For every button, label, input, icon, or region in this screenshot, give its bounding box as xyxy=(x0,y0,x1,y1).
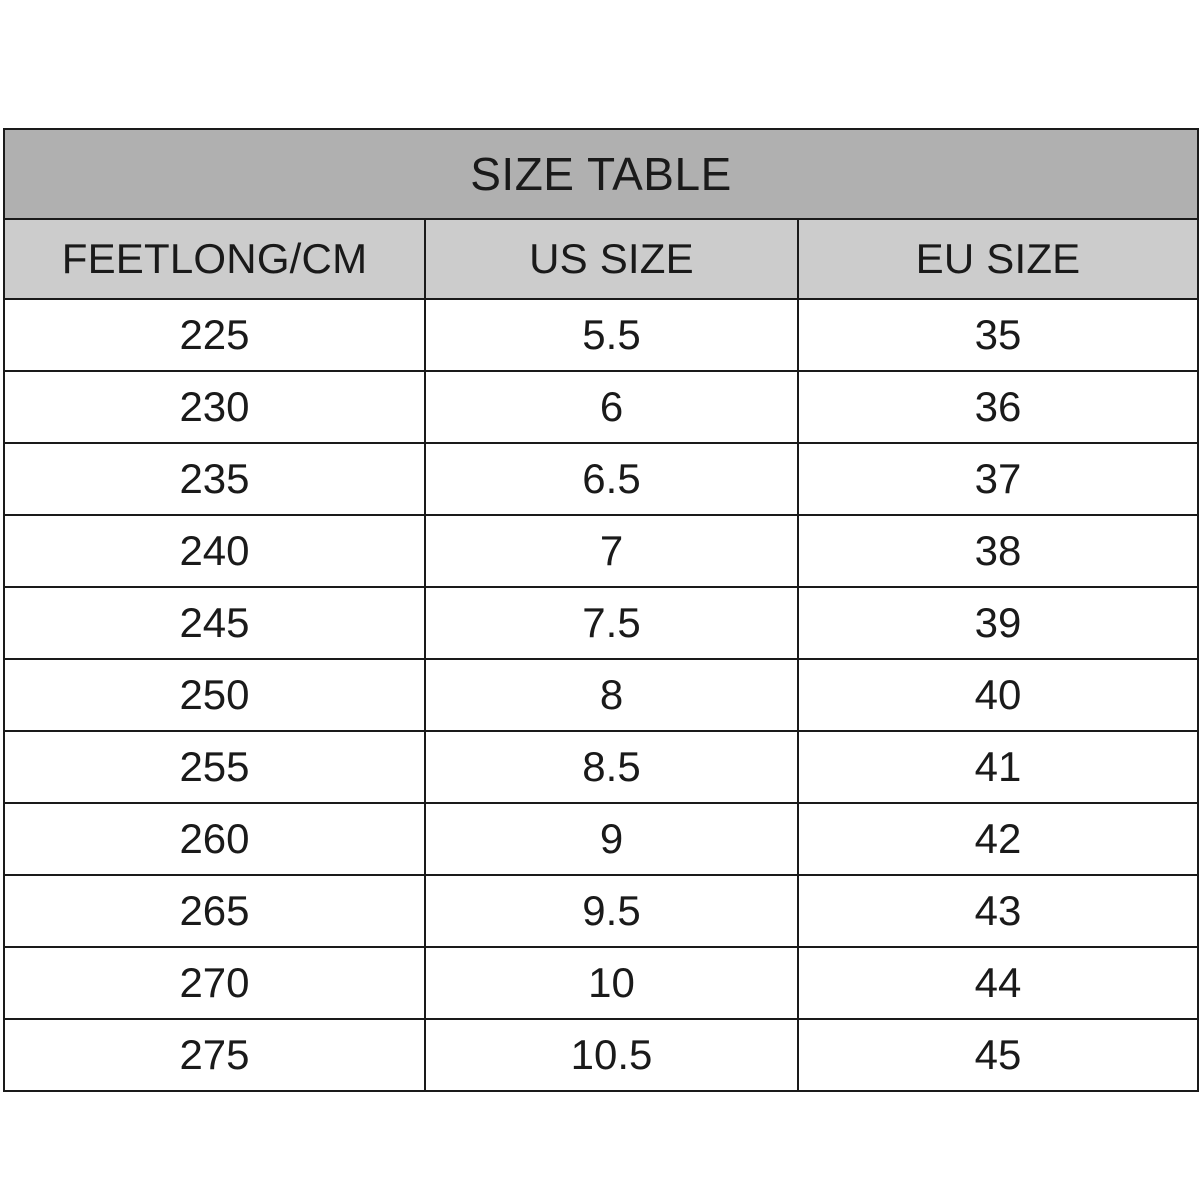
cell-eu-size: 40 xyxy=(798,659,1198,731)
table-row xyxy=(4,1019,1198,1091)
cell-us-size: 5.5 xyxy=(425,299,798,371)
cell-eu-size: 44 xyxy=(798,947,1198,1019)
cell-eu-size: 37 xyxy=(798,443,1198,515)
size-table-container xyxy=(3,128,1197,1092)
table-row xyxy=(4,659,1198,731)
table-row xyxy=(4,803,1198,875)
table-title: SIZE TABLE xyxy=(4,129,1198,219)
table-row xyxy=(4,443,1198,515)
size-table xyxy=(3,128,1199,1092)
cell-feetlong: 240 xyxy=(4,515,425,587)
table-row xyxy=(4,947,1198,1019)
table-row xyxy=(4,587,1198,659)
cell-us-size: 9.5 xyxy=(425,875,798,947)
table-row xyxy=(4,875,1198,947)
column-header-us-size: US SIZE xyxy=(425,219,798,299)
cell-eu-size: 35 xyxy=(798,299,1198,371)
cell-feetlong: 255 xyxy=(4,731,425,803)
cell-eu-size: 43 xyxy=(798,875,1198,947)
cell-eu-size: 45 xyxy=(798,1019,1198,1091)
cell-us-size: 7.5 xyxy=(425,587,798,659)
table-row xyxy=(4,299,1198,371)
column-header-feetlong: FEETLONG/CM xyxy=(4,219,425,299)
cell-us-size: 9 xyxy=(425,803,798,875)
table-row xyxy=(4,371,1198,443)
cell-us-size: 6.5 xyxy=(425,443,798,515)
table-title-row xyxy=(4,129,1198,219)
cell-eu-size: 42 xyxy=(798,803,1198,875)
cell-feetlong: 250 xyxy=(4,659,425,731)
cell-feetlong: 225 xyxy=(4,299,425,371)
table-header-row xyxy=(4,219,1198,299)
cell-us-size: 10.5 xyxy=(425,1019,798,1091)
cell-eu-size: 36 xyxy=(798,371,1198,443)
cell-feetlong: 245 xyxy=(4,587,425,659)
cell-us-size: 10 xyxy=(425,947,798,1019)
size-table-body xyxy=(4,129,1198,1091)
cell-feetlong: 265 xyxy=(4,875,425,947)
cell-us-size: 7 xyxy=(425,515,798,587)
table-row xyxy=(4,515,1198,587)
column-header-eu-size: EU SIZE xyxy=(798,219,1198,299)
cell-us-size: 8.5 xyxy=(425,731,798,803)
cell-feetlong: 235 xyxy=(4,443,425,515)
cell-us-size: 6 xyxy=(425,371,798,443)
cell-feetlong: 270 xyxy=(4,947,425,1019)
table-row xyxy=(4,731,1198,803)
cell-us-size: 8 xyxy=(425,659,798,731)
cell-feetlong: 230 xyxy=(4,371,425,443)
cell-feetlong: 275 xyxy=(4,1019,425,1091)
cell-feetlong: 260 xyxy=(4,803,425,875)
cell-eu-size: 39 xyxy=(798,587,1198,659)
cell-eu-size: 41 xyxy=(798,731,1198,803)
cell-eu-size: 38 xyxy=(798,515,1198,587)
